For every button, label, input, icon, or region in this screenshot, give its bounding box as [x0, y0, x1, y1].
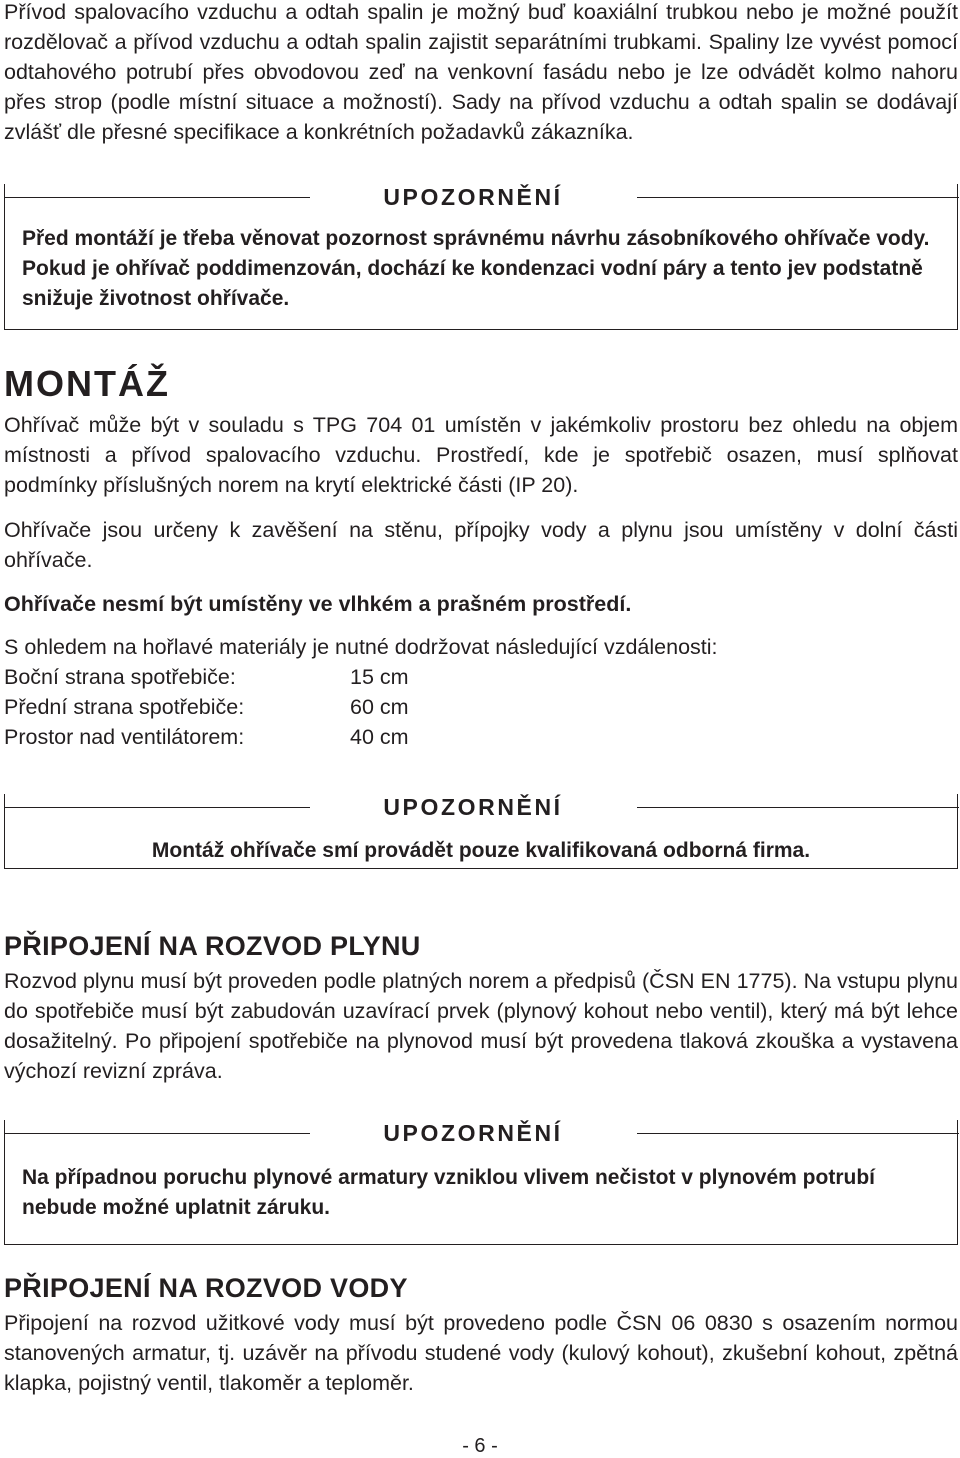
montaz-paragraph-1: Ohřívač může být v souladu s TPG 704 01 umístěn v jakémkoliv prostoru bez ohledu na objem místnosti a přívod spalovacího vzduchu. Prostředí, kde je spotřebič osazen, musí splňovat podmínky příslušných norem na krytí elektrické části (IP 20).	[4, 413, 958, 497]
warning-header	[4, 794, 959, 820]
list-item	[4, 662, 958, 692]
warning-box-3	[4, 1120, 958, 1245]
distance-label: Prostor nad ventilátorem:	[4, 725, 245, 749]
montaz-paragraph-2: Ohřívače jsou určeny k zavěšení na stěnu, přípojky vody a plynu jsou umístěny v dolní části ohřívače.	[4, 518, 958, 572]
distance-value: 60 cm	[350, 695, 409, 719]
page-number: - 6 -	[462, 1435, 498, 1457]
warning-title: UPOZORNĚNÍ	[383, 184, 563, 210]
section-heading-gas: PŘIPOJENÍ NA ROZVOD PLYNU	[4, 931, 421, 961]
distances-intro: S ohledem na hořlavé materiály je nutné dodržovat následující vzdálenosti:	[4, 635, 718, 659]
distance-label: Přední strana spotřebiče:	[4, 695, 245, 719]
warning-box-2	[4, 794, 958, 869]
water-paragraph: Připojení na rozvod užitkové vody musí být provedeno podle ČSN 06 0830 s osazením normou stanovených armatur, tj. uzávěr na přívodu studené vody (kulový kohout), zkušební kohout, zpětná klapka, pojistný ventil, tlakoměr a teploměr.	[4, 1311, 958, 1395]
divider-line	[4, 197, 310, 198]
section-heading-montaz: MONTÁŽ	[4, 363, 170, 404]
gas-paragraph: Rozvod plynu musí být proveden podle platných norem a předpisů (ČSN EN 1775). Na vstupu plynu do spotřebiče musí být zabudován uzavírací prvek (plynový kohout nebo ventil), který má být lehce dosažitelný. Po připojení spotřebiče na plynovod musí být provedena tlaková zkouška a vystavena výchozí revizní zpráva.	[4, 969, 958, 1083]
distance-value: 15 cm	[350, 665, 409, 689]
divider-line	[4, 807, 310, 808]
distances-list	[4, 662, 958, 752]
warning-box-1	[4, 184, 958, 330]
divider-line	[637, 807, 959, 808]
warning-header	[4, 1120, 959, 1146]
warning-title: UPOZORNĚNÍ	[383, 794, 563, 820]
warning-text: Montáž ohřívače smí provádět pouze kvalifikovaná odborná firma.	[151, 839, 811, 862]
list-item	[4, 692, 958, 722]
warning-text: Na případnou poruchu plynové armatury vzniklou vlivem nečistot v plynovém potrubí nebude možné uplatnit záruku.	[22, 1166, 875, 1219]
distance-label: Boční strana spotřebiče:	[4, 665, 236, 689]
warning-text: Před montáží je třeba věnovat pozornost správnému návrhu zásobníkového ohřívače vody. Pokud je ohřívač poddimenzován, dochází ke kondenzaci vodní páry a tento jev podstatně snižuje životnost ohřívače.	[22, 227, 930, 310]
divider-line	[637, 1133, 959, 1134]
divider-line	[4, 1133, 310, 1134]
divider-line	[637, 197, 959, 198]
list-item	[4, 722, 958, 752]
distance-value: 40 cm	[350, 725, 409, 749]
section-heading-water: PŘIPOJENÍ NA ROZVOD VODY	[4, 1273, 408, 1303]
warning-header	[4, 184, 959, 210]
montaz-warning-text: Ohřívače nesmí být umístěny ve vlhkém a prašném prostředí.	[4, 592, 632, 616]
intro-paragraph: Přívod spalovacího vzduchu a odtah spalin je možný buď koaxiální trubkou nebo je možné použít rozdělovač a přívod vzduchu a odtah spalin zajistit separátními trubkami. Spaliny lze vyvést pomocí odtahového potrubí přes obvodovou zeď na venkovní fasádu nebo je lze odvádět kolmo nahoru přes strop (podle místní situace a možností). Sady na přívod vzduchu a odtah spalin se dodávají zvlášť dle přesné specifikace a konkrétních požadavků zákazníka.	[4, 0, 958, 144]
warning-title: UPOZORNĚNÍ	[383, 1120, 563, 1146]
